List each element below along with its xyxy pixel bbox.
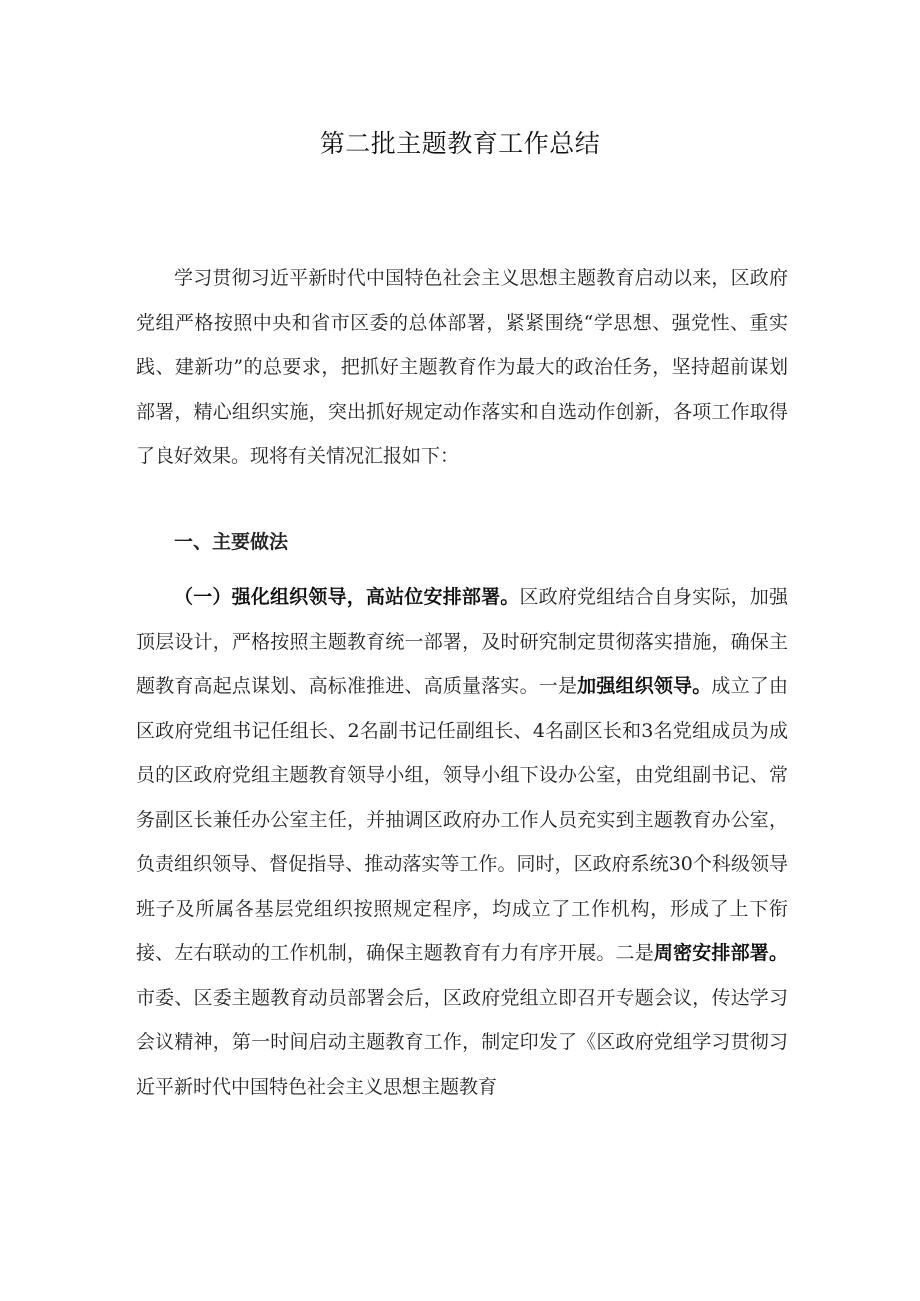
paragraph-text-part-2: 成立了由区政府党组书记任组长、2名副书记任副组长、4名副区长和3名党组成员为成员的区政府党组主题教育领导小组，领导小组下设办公室，由党组副书记、常务副区长兼任办公室主任，并抽调区政府办工作人员充实到主题教育办公室，负责组织领导、督促指导、推动落实等工作。同时，区政府系统30个科级领导班子及所属各基层党组织按照规定程序，均成立了工作机构，形成了上下衔接、左右联动的工作机制，确保主题教育有力有序开展。二是 (136, 675, 788, 964)
intro-paragraph: 学习贯彻习近平新时代中国特色社会主义思想主题教育启动以来，区政府党组严格按照中央和省市区委的总体部署，紧紧围绕“学思想、强党性、重实践、建新功”的总要求，把抓好主题教育作为最大的政治任务，坚持超前谋划部署，精心组织实施，突出抓好规定动作落实和自选动作创新，各项工作取得了良好效果。现将有关情况汇报如下： (136, 267, 788, 467)
subsection-lead-heading: （一）强化组织领导，高站位安排部署。 (174, 586, 520, 608)
section-paragraph (136, 575, 788, 1109)
document-title: 第二批主题教育工作总结 (319, 129, 601, 158)
bold-phrase-1: 加强组织领导。 (577, 675, 712, 697)
section-heading: 一、主要做法 (174, 531, 289, 553)
paragraph-text-part-3: 市委、区委主题教育动员部署会后，区政府党组立即召开专题会议，传达学习会议精神，第一时间启动主题教育工作，制定印发了《区政府党组学习贯彻习近平新时代中国特色社会主义思想主题教育 (136, 986, 788, 1098)
paragraph-text-part-1: 区政府党组结合自身实际，加强顶层设计，严格按照主题教育统一部署，及时研究制定贯彻落实措施，确保主题教育高起点谋划、高标准推进、高质量落实。一是 (136, 586, 788, 697)
bold-phrase-2: 周密安排部署。 (653, 942, 788, 964)
